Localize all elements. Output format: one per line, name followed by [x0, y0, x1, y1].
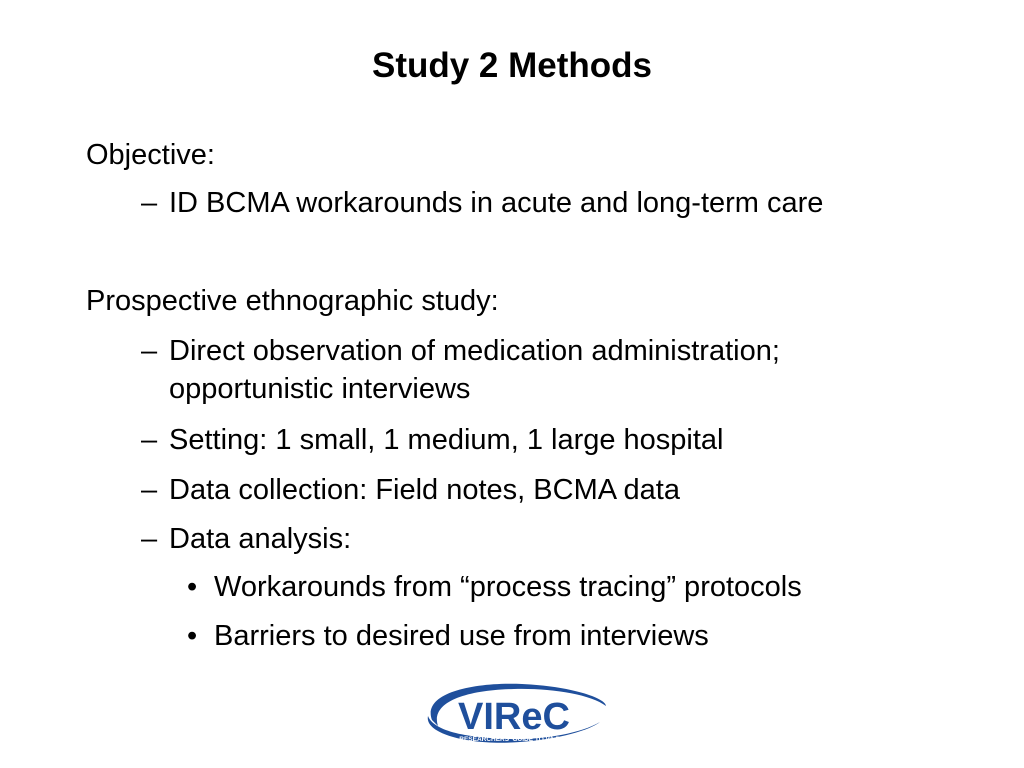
study-item-analysis: Data analysis:	[169, 523, 352, 555]
dash-marker: –	[141, 424, 158, 456]
study-item-observation-cont: opportunistic interviews	[169, 373, 471, 405]
logo-tagline: RESEARCHERS' GUIDE TO VA DATA	[459, 736, 573, 743]
objective-item: ID BCMA workarounds in acute and long-term care	[169, 187, 824, 219]
analysis-item-barriers: Barriers to desired use from interviews	[214, 620, 709, 652]
study-item-setting: Setting: 1 small, 1 medium, 1 large hospital	[169, 424, 724, 456]
virec-logo	[410, 676, 610, 748]
analysis-item-workarounds: Workarounds from “process tracing” protocols	[214, 571, 802, 603]
objective-heading: Objective:	[86, 139, 215, 171]
dash-marker: –	[141, 523, 158, 555]
study-item-observation: Direct observation of medication administration;	[169, 335, 780, 367]
study-item-collection: Data collection: Field notes, BCMA data	[169, 474, 680, 506]
bullet-marker: •	[187, 620, 198, 652]
dash-marker: –	[141, 335, 158, 367]
bullet-marker: •	[187, 571, 198, 603]
logo-wordmark: VIReC	[458, 696, 570, 738]
dash-marker: –	[141, 187, 158, 219]
dash-marker: –	[141, 474, 158, 506]
study-heading: Prospective ethnographic study:	[86, 285, 499, 317]
slide-title: Study 2 Methods	[371, 46, 653, 85]
